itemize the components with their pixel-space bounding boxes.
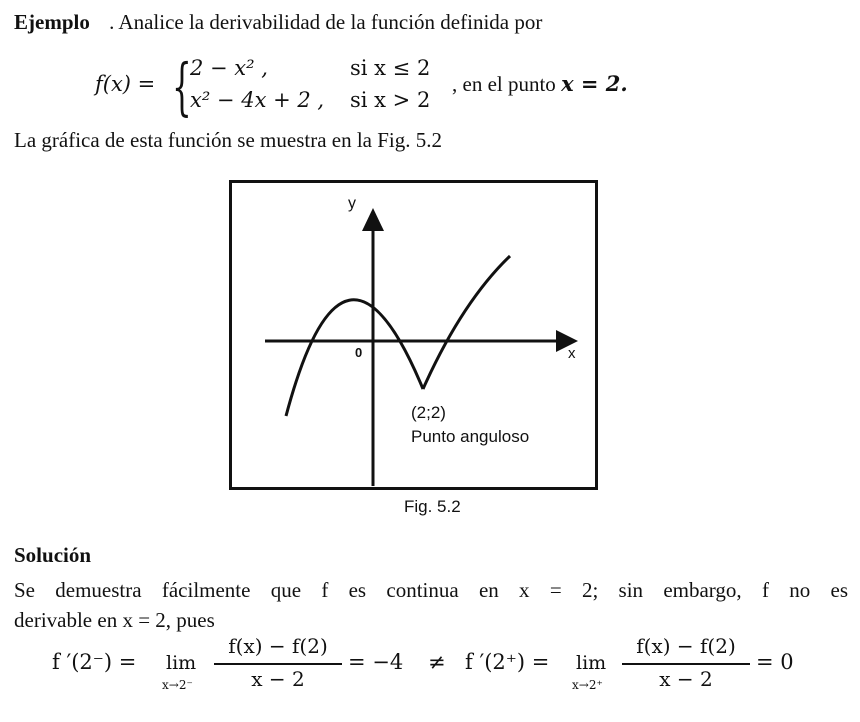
right-numerator: f(x) − f(2)	[636, 634, 736, 658]
right-fraction-bar	[622, 663, 750, 665]
case2-expression: x² − 4x + 2 ,	[190, 88, 325, 112]
left-numerator: f(x) − f(2)	[228, 634, 328, 658]
y-axis-label: y	[348, 195, 356, 212]
case2-condition: si x > 2	[350, 88, 431, 112]
point-value: x = 2.	[561, 71, 628, 96]
left-denominator: x − 2	[251, 667, 305, 691]
left-value: = −4	[348, 650, 404, 674]
function-lhs: f(x) =	[95, 72, 156, 96]
left-fraction-bar	[214, 663, 342, 665]
solution-heading: Solución	[14, 543, 92, 567]
right-value: = 0	[756, 650, 794, 674]
left-lim: lim	[166, 652, 197, 674]
graph-intro: La gráfica de esta función se muestra en la Fig. 5.2	[14, 128, 443, 152]
case1-condition: si x ≤ 2	[350, 56, 431, 80]
figure-caption: Fig. 5.2	[404, 497, 461, 516]
right-lim-sub: x→2⁺	[572, 678, 603, 692]
left-lim-sub: x→2⁻	[162, 678, 193, 692]
example-intro: Analice la derivabilidad de la función definida por	[118, 10, 543, 34]
case1-expression: 2 − x² ,	[190, 56, 268, 80]
piecewise-brace: {	[172, 50, 192, 123]
solution-line-1: Se demuestra fácilmente que f es continua en x = 2; sin embargo, f no es	[14, 578, 848, 602]
point-description: Punto anguloso	[411, 427, 530, 446]
right-derivative: f ′(2⁺) =	[465, 650, 550, 674]
not-equal-sign: ≠	[428, 650, 446, 674]
curve-right	[423, 256, 510, 389]
origin-label: 0	[355, 345, 363, 360]
example-dot: .	[109, 10, 115, 34]
left-derivative: f ′(2⁻) =	[52, 650, 137, 674]
x-axis-label: x	[568, 345, 576, 362]
solution-line-2: derivable en x = 2, pues	[14, 608, 215, 632]
right-lim: lim	[576, 652, 607, 674]
point-label: (2;2)	[411, 403, 446, 422]
example-heading: Ejemplo	[14, 10, 90, 34]
right-denominator: x − 2	[659, 667, 713, 691]
y-axis-arrow	[362, 208, 384, 231]
point-prefix: , en el punto	[452, 72, 556, 96]
